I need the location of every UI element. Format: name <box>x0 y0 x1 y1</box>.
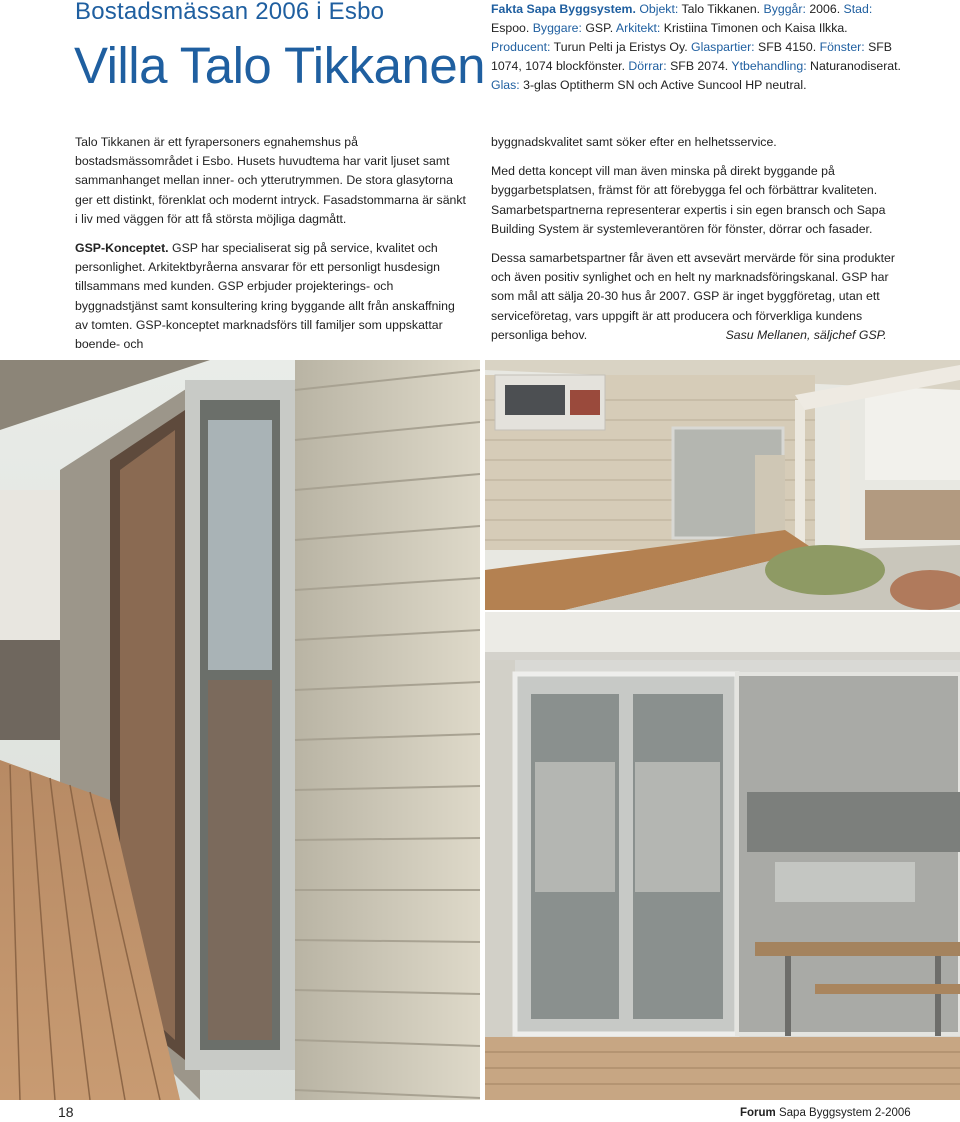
fact-label: Fönster: <box>819 40 865 54</box>
fact-value: SFB 1074, 1074 blockfönster. <box>491 40 893 73</box>
fact-value: SFB 2074. <box>666 59 729 73</box>
fact-label: Byggår: <box>763 2 806 16</box>
col2-paragraph-2: Med detta koncept vill man även minska på direkt byggande på byggarbetsplatsen, främst för att förebygga fel och förbättrar kvaliteten. Samarbetspartnerna representerar expertis i sin egen bransch och Sapa Building System är systemleverantören för fönster, dörrar och fasader. <box>491 164 886 236</box>
photo-house-pergola <box>485 360 960 610</box>
fact-label: Stad: <box>843 2 873 16</box>
fact-value: Talo Tikkanen. <box>678 2 761 16</box>
body-column-2 <box>491 133 896 355</box>
fact-value: 2006. <box>805 2 841 16</box>
intro-paragraph: Talo Tikkanen är ett fyrapersoners egnahemshus på bostadsmässområdet i Esbo. Husets huvudtema har varit ljuset samt sammanhanget mellan inner- och ytterutrymmen. De stora glasytorna ger ett distinkt, förenklat och modernt intryck. Fasadstommarna är sänkt i liv med väggen för att få största möjliga dagmått. <box>75 135 466 226</box>
photo-glass-door-terrace <box>485 612 960 1100</box>
concept-text: GSP har specialiserat sig på service, kvalitet och personlighet. Arkitektbyråerna ansvarar för ett personligt husdesign tillsammans med kunden. GSP erbjuder projekterings- och byggnadstjänst samt konsultering kring byggande allt från anskaffning av tomten. GSP-konceptet marknadsförs till familjer som uppskattar boende- och <box>75 241 455 352</box>
facts-box <box>491 0 906 95</box>
fact-label: Glaspartier: <box>691 40 755 54</box>
page-title: Villa Talo Tikkanen <box>74 37 486 94</box>
fact-label: Dörrar: <box>628 59 667 73</box>
page-number: 18 <box>58 1104 74 1120</box>
fact-label: Arkitekt: <box>615 21 661 35</box>
fact-value: GSP. <box>581 21 614 35</box>
fact-value: 3-glas Optitherm SN och Active Suncool HP neutral. <box>519 78 807 92</box>
concept-paragraph <box>75 239 470 354</box>
signature: Sasu Mellanen, säljchef GSP. <box>725 327 887 342</box>
fact-label: Glas: <box>491 78 520 92</box>
fact-label: Byggare: <box>532 21 582 35</box>
fact-label: Objekt: <box>639 2 679 16</box>
photo-facade-door <box>0 360 480 1100</box>
col2-paragraph-3 <box>491 249 896 345</box>
footer-publication: Sapa Byggsystem 2-2006 <box>778 1107 911 1119</box>
fact-value: Naturanodiserat. <box>806 59 901 73</box>
footer <box>740 1107 911 1119</box>
fact-value: Kristiina Timonen och Kaisa Ilkka. <box>660 21 848 35</box>
facts-lead: Fakta Sapa Byggsystem. <box>491 2 636 16</box>
fact-value: SFB 4150. <box>754 40 817 54</box>
fact-value: Turun Pelti ja Eristys Oy. <box>550 40 688 54</box>
concept-heading: GSP-Konceptet. <box>75 241 169 256</box>
footer-brand: Forum <box>740 1107 776 1119</box>
fact-label: Producent: <box>491 40 551 54</box>
fact-label: Ytbehandling: <box>731 59 807 73</box>
section-title: Bostadsmässan 2006 i Esbo <box>75 0 385 25</box>
col2-paragraph-3-text: Dessa samarbetspartner får även ett avsevärt mervärde för sina produkter och även positiv synlighet och en helt ny marknadsföringskanal. GSP har som mål att sälja 20-30 hus år 2007. GSP är inget byggföretag, utan ett serviceföretag, vars uppgift är att producera och förverkliga kundens personliga behov. <box>491 251 895 342</box>
col2-paragraph-1: byggnadskvalitet samt söker efter en helhetsservice. <box>491 135 777 149</box>
body-column-1 <box>75 133 470 364</box>
fact-value: Espoo. <box>491 21 530 35</box>
